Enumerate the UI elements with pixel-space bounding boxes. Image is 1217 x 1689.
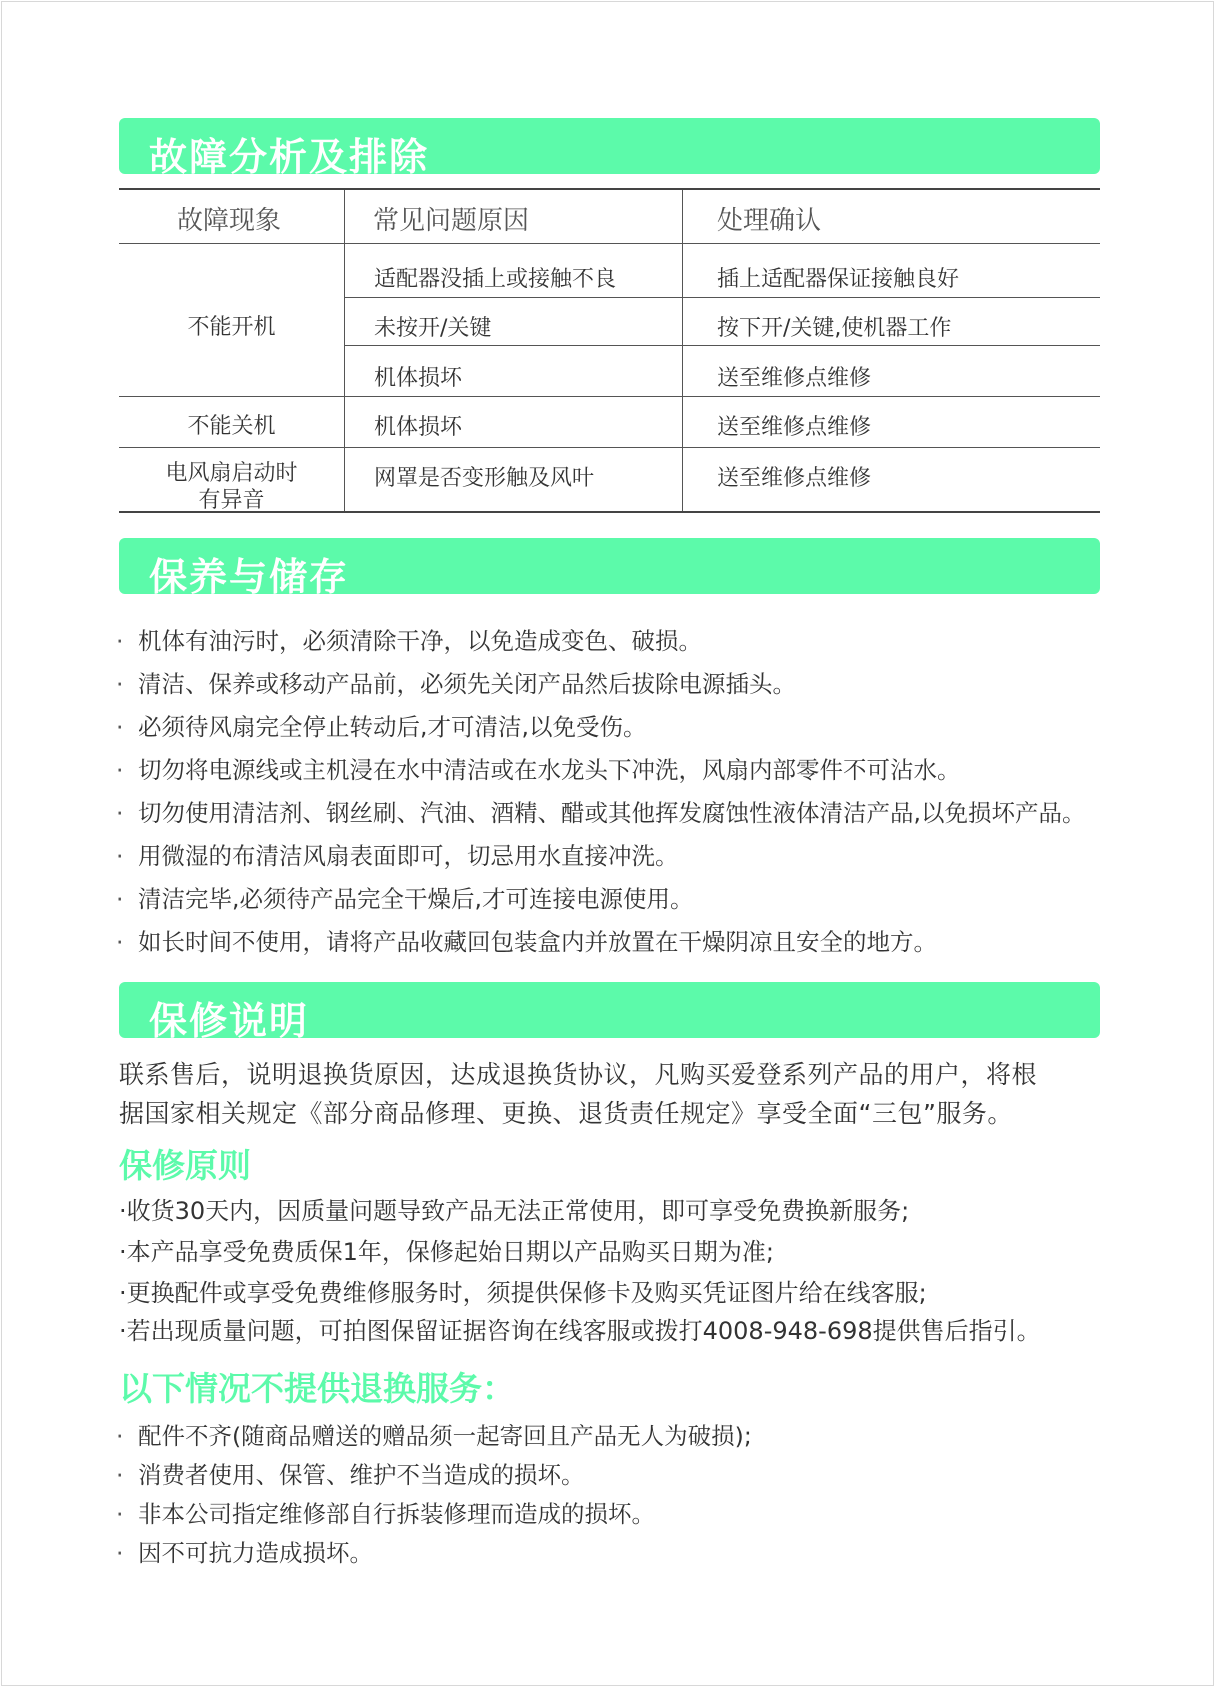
bullet-icon: · [116,1500,124,1528]
table-cell-symptom: 不能开机 [187,315,276,340]
list-item: · 非本公司指定维修部自行拆装修理而造成的损坏。 [116,1500,655,1528]
section-banner-care [119,538,1100,599]
bullet-icon: · [116,1461,124,1489]
table-row-line [344,297,1100,298]
list-item: · 用微湿的布清洁风扇表面即可，切忌用水直接冲洗。 [116,842,679,870]
list-item: · 清洁、保养或移动产品前，必须先关闭产品然后拔除电源插头。 [116,670,796,698]
bullet-icon: · [116,670,124,698]
table-cell-cause: 未按开/关键 [374,316,492,341]
table-cell-cause: 机体损坏 [374,366,463,391]
table-cell-cause: 网罩是否变形触及风叶 [374,466,595,491]
warranty-intro: 联系售后，说明退换货原因，达成退换货协议，凡购买爱登系列产品的用户，将根 [119,1060,1038,1089]
list-item: ·更换配件或享受免费维修服务时，须提供保修卡及购买凭证图片给在线客服; [119,1279,927,1307]
table-divider [344,190,345,511]
list-item: · 配件不齐(随商品赠送的赠品须一起寄回且产品无人为破损); [116,1422,752,1450]
bullet-icon: · [116,885,124,913]
bullet-icon: · [116,756,124,784]
table-cell-symptom: 电风扇启动时 [165,461,298,486]
section-title-warranty: 保修说明 [149,999,310,1043]
table-row-line [119,396,1100,397]
table-cell-symptom: 不能关机 [187,414,276,439]
table-row-line [119,447,1100,448]
bullet-icon: · [116,842,124,870]
table-header-cause: 常见问题原因 [373,206,530,236]
list-item: · 切勿将电源线或主机浸在水中清洁或在水龙头下冲洗，风扇内部零件不可沾水。 [116,756,961,784]
list-item: · 必须待风扇完全停止转动后,才可清洁,以免受伤。 [116,713,647,741]
list-item: · 因不可抗力造成损坏。 [116,1539,373,1567]
table-cell-cause: 适配器没插上或接触不良 [374,267,617,292]
table-cell-action: 送至维修点维修 [717,466,872,491]
fault-table [119,188,1100,513]
section-title-care: 保养与储存 [149,555,350,599]
list-item: ·收货30天内，因质量问题导致产品无法正常使用，即可享受免费换新服务; [119,1197,910,1225]
list-item: ·若出现质量问题，可拍图保留证据咨询在线客服或拨打4008-948-698提供售后指引。 [119,1317,1041,1345]
principles-heading: 保修原则 [119,1146,251,1185]
table-cell-cause: 机体损坏 [374,415,463,440]
bullet-icon: · [116,1539,124,1567]
table-divider [682,190,683,511]
warranty-intro: 据国家相关规定《部分商品修理、更换、退货责任规定》享受全面“三包”服务。 [119,1099,1013,1128]
list-item: · 切勿使用清洁剂、钢丝刷、汽油、酒精、醋或其他挥发腐蚀性液体清洁产品,以免损坏产品。 [116,799,1086,827]
list-item: · 如长时间不使用，请将产品收藏回包装盒内并放置在干燥阴凉且安全的地方。 [116,928,937,956]
section-banner-warranty [119,982,1100,1043]
bullet-icon: · [116,928,124,956]
bullet-icon: · [116,1422,124,1450]
table-header-action: 处理确认 [717,206,822,236]
bullet-icon: · [116,627,124,655]
list-item: · 消费者使用、保管、维护不当造成的损坏。 [116,1461,585,1489]
table-header-symptom: 故障现象 [177,206,282,236]
bullet-icon: · [116,799,124,827]
bullet-icon: · [116,713,124,741]
table-cell-action: 按下开/关键,使机器工作 [717,316,952,341]
table-cell-symptom: 有异音 [198,488,265,513]
section-title-fault: 故障分析及排除 [149,135,430,179]
table-cell-action: 送至维修点维修 [717,366,872,391]
list-item: · 清洁完毕,必须待产品完全干燥后,才可连接电源使用。 [116,885,694,913]
table-row-line [119,243,1100,244]
list-item: · 机体有油污时，必须清除干净，以免造成变色、破损。 [116,627,702,655]
section-banner-fault [119,118,1100,179]
table-cell-action: 送至维修点维修 [717,415,872,440]
list-item: ·本产品享受免费质保1年，保修起始日期以产品购买日期为准; [119,1238,774,1266]
table-row-line [344,345,1100,346]
exclusions-heading: 以下情况不提供退换服务： [119,1369,515,1408]
table-cell-action: 插上适配器保证接触良好 [717,267,960,292]
